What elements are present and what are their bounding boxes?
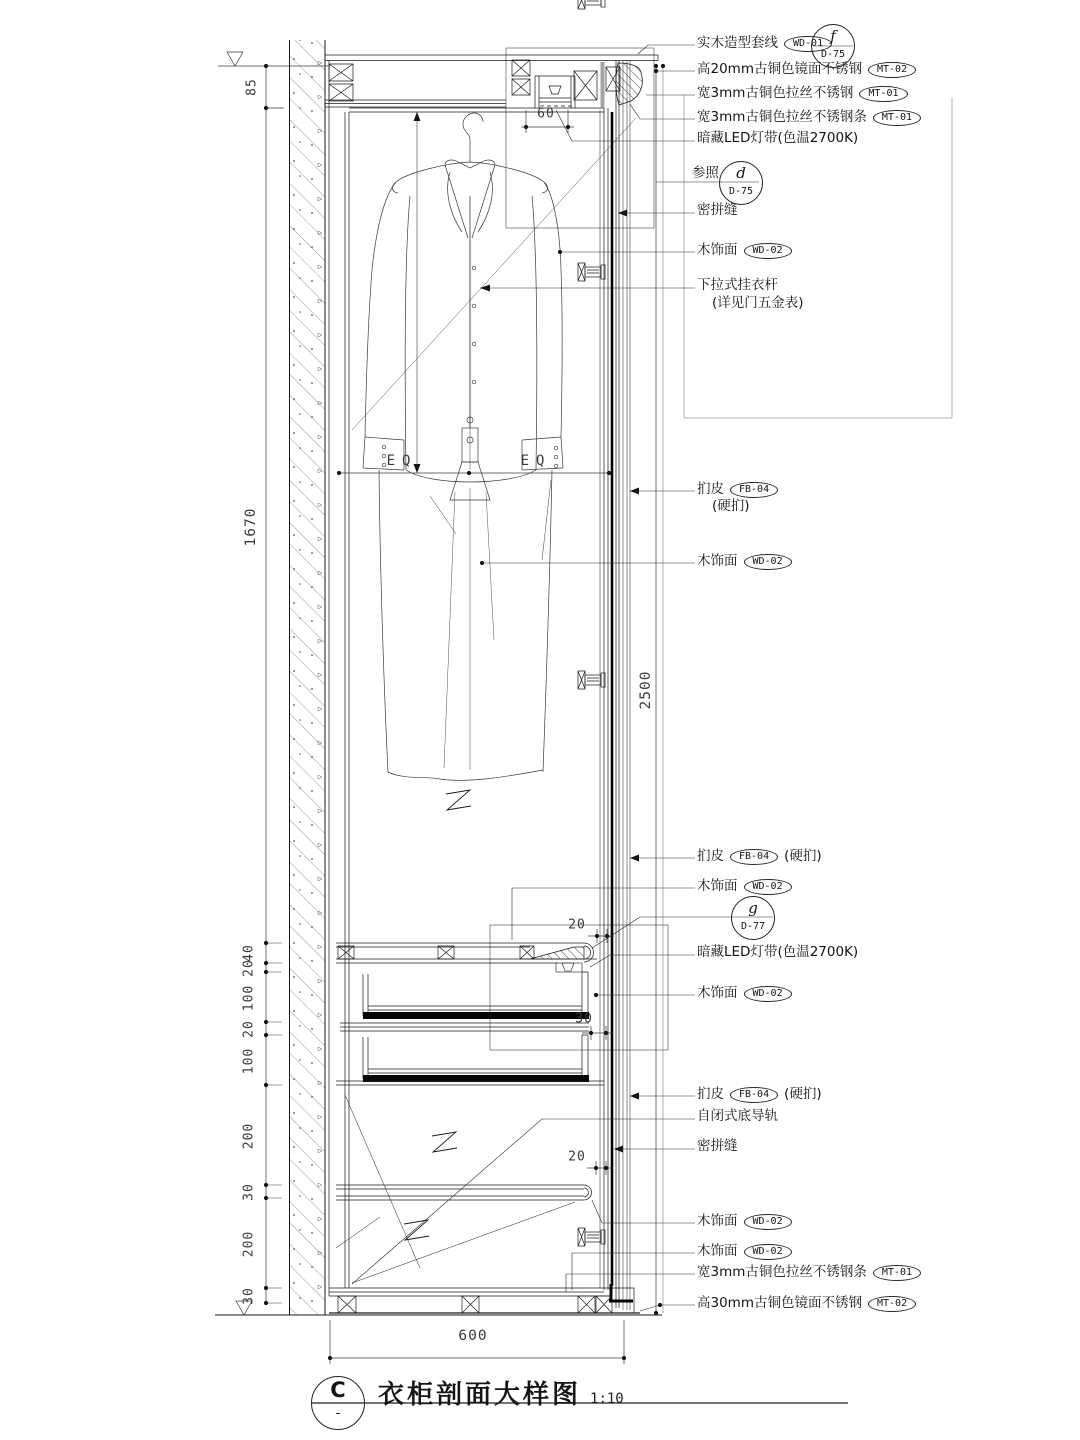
balloon-letter: d [736,163,746,182]
wall-section [290,40,326,1315]
callout-upholstery-2 [697,849,822,865]
callout-brushed-steel [697,86,908,102]
callout-label: 木饰面 [697,878,738,895]
drawing-tag-letter: C [330,1377,346,1402]
callout-label: 实木造型套线 [697,35,778,52]
callout-label: 木饰面 [697,242,738,259]
material-code-badge: WD-02 [744,243,792,259]
detail-balloon-g [731,896,775,940]
callout-label: 扪皮 [697,1086,724,1103]
drawing-tag-sub: - [335,1405,341,1421]
callout-label: 木饰面 [697,1243,738,1260]
callout-mirror-steel-top [697,62,916,78]
dim-600: 600 [458,1328,488,1344]
callout-wood-veneer-6 [697,1244,792,1260]
material-code-badge: WD-01 [784,36,832,52]
callout-label: 木饰面 [697,1213,738,1230]
callout-wood-veneer-5 [697,1214,792,1230]
material-code-badge: MT-01 [873,110,921,126]
callout-label: 自闭式底导轨 [697,1108,778,1124]
dim-20-reveal-top: 20 [568,917,586,933]
dim-20-a: 20 [241,959,257,977]
material-code-badge: WD-02 [744,879,792,895]
material-code-badge: FB-04 [730,1087,778,1103]
callout-label: 扪皮 [697,481,724,498]
reference-prefix: 参照 [692,165,719,181]
callout-label: 木饰面 [697,553,738,570]
callout-label: 密拼缝 [697,202,738,218]
material-code-badge: MT-01 [859,86,907,102]
callout-label: 宽3mm古铜色拉丝不锈钢 [697,85,854,102]
callout-label: 暗藏LED灯带(色温2700K) [697,130,859,146]
callout-wood-veneer-4 [697,986,792,1002]
dim-30-b: 30 [241,1287,257,1305]
callout-brushed-steel-strip [697,110,921,126]
dim-85: 85 [244,78,260,96]
dim-200-a: 200 [241,1122,257,1150]
dim-eq-right: EQ [520,453,552,469]
material-code-badge: WD-02 [744,1244,792,1260]
callout-label: 密拼缝 [697,1138,738,1154]
callout-led-strip-mid [697,946,858,960]
dim-20-b: 20 [241,1020,257,1038]
dim-2500: 2500 [638,670,654,710]
callout-label: 高30mm古铜色镜面不锈钢 [697,1295,862,1312]
material-code-badge: WD-02 [744,554,792,570]
dim-30-a: 30 [241,1183,257,1201]
drawing-title-text: 衣柜剖面大样图 [378,1380,582,1410]
callout-wood-veneer-1 [697,243,792,259]
callout-upholstery-1 [697,482,778,498]
balloon-letter: g [748,898,758,917]
jacket-illustration [363,113,563,780]
dim-1670: 1670 [243,507,259,547]
drawing-tag-circle [311,1376,365,1430]
callout-bottom-track [697,1110,778,1124]
callout-label: 扪皮 [697,848,724,865]
callout-brushed-steel-strip-bottom [697,1265,921,1281]
material-code-badge: WD-02 [744,1214,792,1230]
dim-20-reveal-bottom: 20 [568,1149,586,1165]
balloon-letter: f [830,26,836,45]
callout-label: 宽3mm古铜色拉丝不锈钢条 [697,109,867,126]
callout-label: 暗藏LED灯带(色温2700K) [697,944,859,960]
dim-40: 40 [241,944,257,962]
callout-mirror-steel-bottom [697,1296,916,1312]
material-code-badge: FB-04 [730,482,778,498]
callout-led-strip-top [697,132,858,146]
callout-wood-veneer-3 [697,879,792,895]
dimension-lines [218,52,656,1364]
material-code-badge: WD-02 [744,986,792,1002]
detail-balloon-d [719,161,763,205]
balloon-sheet: D-77 [740,920,766,932]
drawing-scale: 1:10 [590,1391,624,1407]
callout-upholstery-1-note: (硬扪) [712,498,750,514]
callout-label: 木饰面 [697,985,738,1002]
detail-balloon-f [811,24,855,68]
balloon-sheet: D-75 [820,48,846,60]
callout-upholstery-3 [697,1087,822,1103]
dim-60: 60 [537,106,555,122]
shelves-and-drawers [329,118,668,1313]
callout-label: 下拉式挂衣杆 [697,277,778,293]
callout-label: 高20mm古铜色镜面不锈钢 [697,61,862,78]
callout-label: 宽3mm古铜色拉丝不锈钢条 [697,1264,867,1281]
callout-tight-joint-top [697,204,738,218]
material-code-badge: MT-01 [873,1265,921,1281]
material-code-badge: MT-02 [868,1296,916,1312]
dim-eq-left: EQ [386,453,418,469]
callout-pulldown-rod-note: (详见门五金表) [712,295,804,311]
dim-200-b: 200 [241,1230,257,1258]
sliding-door [578,0,634,1313]
balloon-sheet: D-75 [728,185,754,197]
drawing-title [378,1374,624,1411]
top-cove-detail [506,48,654,228]
callout-tight-joint-bottom [697,1140,738,1154]
dim-30-reveal-mid: 30 [575,1011,593,1027]
material-code-badge: MT-02 [868,62,916,78]
callout-suffix: (硬扪) [784,1086,822,1103]
dim-100-b: 100 [241,1047,257,1075]
callout-suffix: (硬扪) [784,848,822,865]
dim-100-a: 100 [241,984,257,1012]
callout-wood-veneer-2 [697,554,792,570]
callout-pulldown-rod [697,279,778,293]
material-code-badge: FB-04 [730,849,778,865]
